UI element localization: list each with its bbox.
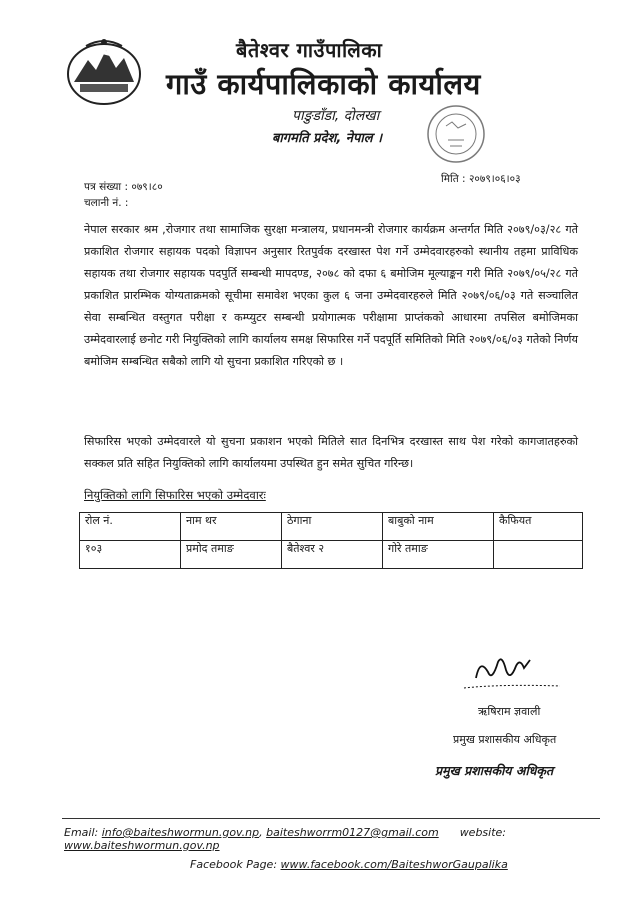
letter-number-value: ०७९।८० <box>131 181 163 193</box>
letter-date <box>441 172 521 186</box>
signatory-name: ऋषिराम ज्ञवाली <box>478 705 541 718</box>
footer-facebook-line <box>190 858 508 871</box>
cell-name: प्रमोद तमाङ <box>181 541 282 569</box>
facebook-link[interactable]: www.facebook.com/BaiteshworGaupalika <box>280 858 508 871</box>
header-roll-number: रोल नं. <box>80 513 181 541</box>
email-link-1[interactable]: info@baiteshwormun.gov.np <box>101 826 260 839</box>
municipality-name: बैतेश्वर गाउँपालिका <box>236 38 383 62</box>
address-line-2: बागमति प्रदेश, नेपाल । <box>272 131 383 146</box>
header-remarks: कैफियत <box>494 513 583 541</box>
letter-number-label: पत्र संख्या : <box>84 181 129 193</box>
letter-number <box>84 180 163 194</box>
date-value: २०७९।०६।०३ <box>468 173 521 185</box>
signatory-title: प्रमुख प्रशासकीय अधिकृत <box>453 733 557 746</box>
cell-address: बैतेश्वर २ <box>282 541 383 569</box>
website-link[interactable]: www.baiteshwormun.gov.np <box>64 839 220 852</box>
website-label: website: <box>459 826 507 839</box>
cell-remarks <box>494 541 583 569</box>
table-row <box>80 541 583 569</box>
email-link-2[interactable]: baiteshworrm0127@gmail.com <box>266 826 439 839</box>
office-stamp-icon <box>388 104 496 166</box>
candidate-table <box>79 512 583 569</box>
header-address: ठेगाना <box>282 513 383 541</box>
table-title: नियुक्तिको लागि सिफारिस भएको उम्मेदवारः <box>84 488 266 502</box>
dispatch-label: चलानी नं. : <box>84 197 129 209</box>
cell-father-name: गोरे तमाङ <box>383 541 494 569</box>
emblem-logo-icon <box>64 30 144 110</box>
signatory-stamp-title: प्रमुख प्रशासकीय अधिकृत <box>435 763 554 778</box>
address-line-1: पाङुडाँडा, दोलखा <box>292 108 380 124</box>
dispatch-number <box>84 196 128 210</box>
body-paragraph-2: सिफारिस भएको उम्मेदवारले यो सुचना प्रकाशन भएको मितिले सात दिनभित्र दरखास्त साथ पेश गरेको कागजातहरुको सक्कल प्रति सहित नियुक्तिको लागि कार्यालयमा उपस्थित हुन समेत सुचित गरिन्छ। <box>84 435 578 470</box>
body-paragraph-1: नेपाल सरकार श्रम ,रोजगार तथा सामाजिक सुरक्षा मन्त्रालय, प्रधानमन्त्री रोजगार कार्यक्रम अन्तर्गत मिति २०७९/०३/२८ गते प्रकाशित रोजगार सहायक पदको विज्ञापन अनुसार रितपुर्वक दरखास्त पेश गर्ने उम्मेदवारहरुको स्थानीय तहमा प्राविधिक सहायक तथा रोजगार सहायक पदपुर्ति सम्बन्धी मापदण्ड, २०७८ को दफा ६ बमोजिम मूल्याङ्कन गरी मिति २०७९/०५/२८ गते प्रकाशित प्रारम्भिक योग्यताक्रमको सूचीमा समावेश भएका कुल ६ जना उम्मेदवारहरुले मिति २०७९/०६/०३ गते सञ्चालित सेवा सम्बन्धित वस्तुगत परीक्षा र कम्प्युटर सम्बन्धी प्रयोगात्मक परीक्षामा प्राप्तंकको आधारमा तपसिल बमोजिमका उम्मेदवारलाई छनोट गरी नियुक्तिको लागि कार्यालय समक्ष सिफारिस गर्ने पदपूर्ति समितिको मिति २०७९/०६/०३ गतेको निर्णय बमोजिम सम्बन्धित सबैको लागि यो सुचना प्रकाशित गरिएको छ । <box>84 223 578 368</box>
footer-contact-line: Email: info@baiteshwormun.gov.np, baiteshworrm0127@gmail.com website: www.baiteshwormun.gov.np <box>64 826 507 852</box>
cell-roll-number: १०३ <box>80 541 181 569</box>
office-name: गाउँ कार्यपालिकाको कार्यालय <box>166 67 481 101</box>
signature-icon <box>462 648 562 692</box>
date-label: मिति : <box>441 173 466 185</box>
footer-divider <box>62 818 600 819</box>
facebook-label: Facebook Page: <box>190 858 278 871</box>
header-name: नाम थर <box>181 513 282 541</box>
email-label: Email: <box>64 826 99 839</box>
header-father-name: बाबुको नाम <box>383 513 494 541</box>
table-header-row <box>80 513 583 541</box>
